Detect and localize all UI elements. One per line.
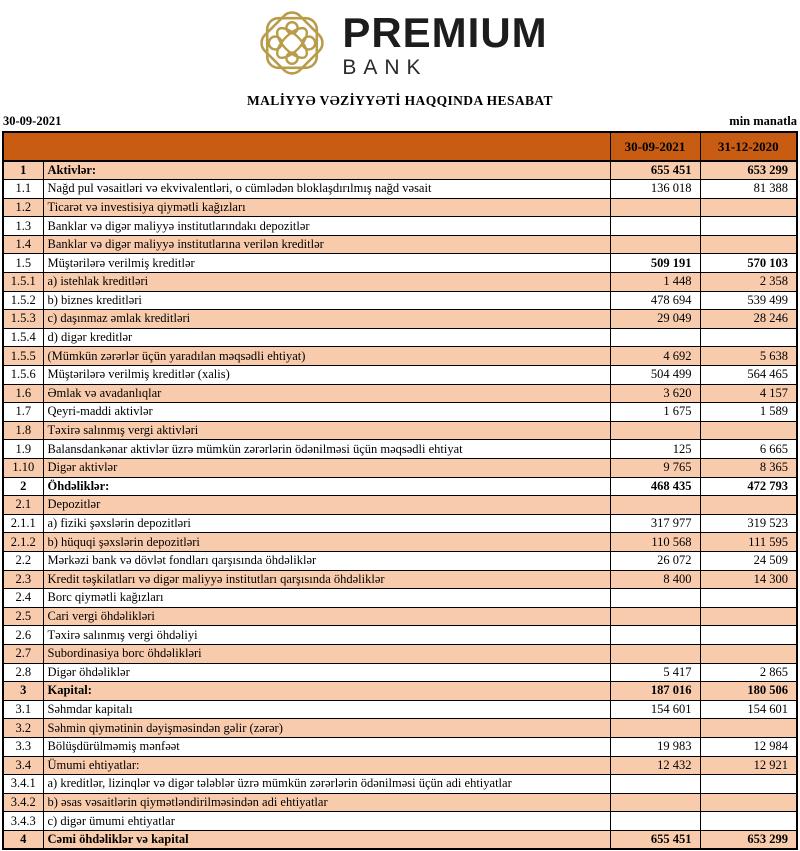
value-current: 29 049 xyxy=(610,310,700,329)
value-prior: 472 793 xyxy=(700,477,797,496)
value-prior: 5 638 xyxy=(700,347,797,366)
row-number: 2.8 xyxy=(3,663,43,682)
value-prior xyxy=(700,328,797,347)
value-current: 468 435 xyxy=(610,477,700,496)
value-current: 187 016 xyxy=(610,682,700,701)
value-prior: 12 921 xyxy=(700,756,797,775)
table-row xyxy=(3,477,797,496)
value-prior: 14 300 xyxy=(700,570,797,589)
row-number: 3.1 xyxy=(3,700,43,719)
table-row xyxy=(3,663,797,682)
value-prior xyxy=(700,235,797,254)
value-prior: 180 506 xyxy=(700,682,797,701)
table-header-row xyxy=(3,132,797,161)
row-label: Cəmi öhdəliklər və kapital xyxy=(43,830,610,849)
value-prior: 4 157 xyxy=(700,384,797,403)
row-number: 2.4 xyxy=(3,589,43,608)
table-row xyxy=(3,644,797,663)
financial-position-table xyxy=(2,131,798,850)
value-current: 504 499 xyxy=(610,366,700,385)
unit-note: min manatla xyxy=(729,114,797,128)
row-label: Öhdəliklər: xyxy=(43,477,610,496)
row-number: 1.5 xyxy=(3,254,43,273)
table-row xyxy=(3,254,797,273)
table-row xyxy=(3,775,797,794)
table-row xyxy=(3,812,797,831)
row-label: Səhmin qiymətinin dəyişməsindən gəlir (zərər) xyxy=(43,719,610,738)
value-prior: 6 665 xyxy=(700,440,797,459)
row-number: 1.3 xyxy=(3,217,43,236)
table-row xyxy=(3,421,797,440)
value-current: 509 191 xyxy=(610,254,700,273)
row-number: 1.5.4 xyxy=(3,328,43,347)
table-row xyxy=(3,551,797,570)
row-label: Subordinasiya borc öhdəlikləri xyxy=(43,644,610,663)
value-current: 655 451 xyxy=(610,161,700,180)
value-current: 4 692 xyxy=(610,347,700,366)
row-label: Balansdankənar aktivlər üzrə mümkün zərərlərin ödənilməsi üçün məqsədli ehtiyat xyxy=(43,440,610,459)
row-number: 2.3 xyxy=(3,570,43,589)
column-header-current: 30-09-2021 xyxy=(610,132,700,161)
row-number: 1.10 xyxy=(3,459,43,478)
report-date: 30-09-2021 xyxy=(3,114,62,128)
value-prior: 28 246 xyxy=(700,310,797,329)
table-row xyxy=(3,682,797,701)
table-row xyxy=(3,198,797,217)
value-current: 110 568 xyxy=(610,533,700,552)
report-table-body xyxy=(3,161,797,849)
value-prior: 653 299 xyxy=(700,830,797,849)
table-row xyxy=(3,793,797,812)
table-row xyxy=(3,235,797,254)
value-current xyxy=(610,328,700,347)
value-current: 154 601 xyxy=(610,700,700,719)
value-current xyxy=(610,812,700,831)
value-current xyxy=(610,719,700,738)
row-number: 3.4.1 xyxy=(3,775,43,794)
value-prior xyxy=(700,644,797,663)
table-row xyxy=(3,737,797,756)
table-row xyxy=(3,496,797,515)
table-row xyxy=(3,700,797,719)
value-prior xyxy=(700,626,797,645)
value-prior xyxy=(700,812,797,831)
value-current xyxy=(610,217,700,236)
value-prior xyxy=(700,589,797,608)
table-row xyxy=(3,719,797,738)
row-label: Cari vergi öhdəlikləri xyxy=(43,607,610,626)
value-current: 8 400 xyxy=(610,570,700,589)
value-prior xyxy=(700,719,797,738)
gold-knot-emblem-icon xyxy=(252,2,332,89)
value-prior: 539 499 xyxy=(700,291,797,310)
row-number: 1.4 xyxy=(3,235,43,254)
value-prior: 653 299 xyxy=(700,161,797,180)
value-prior: 319 523 xyxy=(700,514,797,533)
table-row xyxy=(3,403,797,422)
row-number: 1.5.5 xyxy=(3,347,43,366)
row-label: Qeyri-maddi aktivlər xyxy=(43,403,610,422)
row-number: 3.4.2 xyxy=(3,793,43,812)
value-prior: 111 595 xyxy=(700,533,797,552)
value-current xyxy=(610,793,700,812)
row-label: Əmlak və avadanlıqlar xyxy=(43,384,610,403)
value-current: 655 451 xyxy=(610,830,700,849)
value-current xyxy=(610,496,700,515)
table-row xyxy=(3,626,797,645)
value-prior xyxy=(700,217,797,236)
header-spacer-cell xyxy=(3,132,610,161)
row-number: 1.7 xyxy=(3,403,43,422)
report-meta xyxy=(0,114,800,129)
row-label: Depozitlər xyxy=(43,496,610,515)
row-number: 1.5.3 xyxy=(3,310,43,329)
row-label: a) istehlak kreditləri xyxy=(43,273,610,292)
row-label: b) hüquqi şəxslərin depozitləri xyxy=(43,533,610,552)
row-number: 2.5 xyxy=(3,607,43,626)
column-header-prior: 31-12-2020 xyxy=(700,132,797,161)
row-number: 1.8 xyxy=(3,421,43,440)
value-current: 5 417 xyxy=(610,663,700,682)
value-prior: 8 365 xyxy=(700,459,797,478)
value-current xyxy=(610,421,700,440)
value-prior: 12 984 xyxy=(700,737,797,756)
value-current: 317 977 xyxy=(610,514,700,533)
value-current: 26 072 xyxy=(610,551,700,570)
row-label: Kredit təşkilatları və digər maliyyə institutları qarşısında öhdəliklər xyxy=(43,570,610,589)
table-row xyxy=(3,570,797,589)
brand-name: PREMIUM xyxy=(342,9,548,56)
row-number: 1.5.6 xyxy=(3,366,43,385)
row-number: 3.2 xyxy=(3,719,43,738)
row-label: Borc qiymətli kağızları xyxy=(43,589,610,608)
row-label: Təxirə salınmış vergi öhdəliyi xyxy=(43,626,610,645)
value-current: 1 448 xyxy=(610,273,700,292)
row-label: Bölüşdürülməmiş mənfəət xyxy=(43,737,610,756)
row-label: c) daşınmaz əmlak kreditləri xyxy=(43,310,610,329)
row-number: 3.3 xyxy=(3,737,43,756)
row-label: Banklar və digər maliyyə institutlarındakı depozitlər xyxy=(43,217,610,236)
table-row xyxy=(3,310,797,329)
row-number: 1.2 xyxy=(3,198,43,217)
value-current xyxy=(610,644,700,663)
row-number: 2 xyxy=(3,477,43,496)
row-number: 3.4 xyxy=(3,756,43,775)
value-current: 125 xyxy=(610,440,700,459)
value-current: 478 694 xyxy=(610,291,700,310)
value-current xyxy=(610,775,700,794)
bank-logo xyxy=(0,0,800,86)
table-row xyxy=(3,273,797,292)
row-label: a) fiziki şəxslərin depozitləri xyxy=(43,514,610,533)
row-number: 2.1.1 xyxy=(3,514,43,533)
row-label: Aktivlər: xyxy=(43,161,610,180)
row-label: c) digər ümumi ehtiyatlar xyxy=(43,812,610,831)
row-label: b) əsas vəsaitlərin qiymətləndirilməsindən adi ehtiyatlar xyxy=(43,793,610,812)
table-row xyxy=(3,756,797,775)
row-number: 2.7 xyxy=(3,644,43,663)
row-number: 2.1.2 xyxy=(3,533,43,552)
row-label: Banklar və digər maliyyə institutlarına verilən kreditlər xyxy=(43,235,610,254)
row-number: 2.2 xyxy=(3,551,43,570)
value-current xyxy=(610,198,700,217)
row-label: Ticarət və investisiya qiymətli kağızları xyxy=(43,198,610,217)
value-prior: 154 601 xyxy=(700,700,797,719)
value-prior xyxy=(700,421,797,440)
row-label: a) kreditlər, lizinqlər və digər tələblər üzrə mümkün zərərlərin ödənilməsi üçün adi ehtiyatlar xyxy=(43,775,610,794)
table-row xyxy=(3,180,797,199)
table-row xyxy=(3,514,797,533)
table-row xyxy=(3,384,797,403)
value-prior: 570 103 xyxy=(700,254,797,273)
row-label: Müştərilərə verilmiş kreditlər (xalis) xyxy=(43,366,610,385)
table-row xyxy=(3,533,797,552)
table-row xyxy=(3,607,797,626)
value-prior: 1 589 xyxy=(700,403,797,422)
table-row xyxy=(3,217,797,236)
value-prior xyxy=(700,793,797,812)
value-current: 12 432 xyxy=(610,756,700,775)
value-prior: 2 358 xyxy=(700,273,797,292)
row-label: Ümumi ehtiyatlar: xyxy=(43,756,610,775)
row-label: Təxirə salınmış vergi aktivləri xyxy=(43,421,610,440)
row-number: 3 xyxy=(3,682,43,701)
page-title: MALİYYƏ VƏZİYYƏTİ HAQQINDA HESABAT xyxy=(247,93,553,108)
value-prior xyxy=(700,496,797,515)
table-row xyxy=(3,366,797,385)
value-current: 1 675 xyxy=(610,403,700,422)
row-number: 1.5.2 xyxy=(3,291,43,310)
row-number: 1.6 xyxy=(3,384,43,403)
row-number: 2.1 xyxy=(3,496,43,515)
row-number: 4 xyxy=(3,830,43,849)
value-prior xyxy=(700,775,797,794)
row-label: Müştərilərə verilmiş kreditlər xyxy=(43,254,610,273)
row-number: 1 xyxy=(3,161,43,180)
value-prior xyxy=(700,198,797,217)
value-prior: 2 865 xyxy=(700,663,797,682)
value-prior: 564 465 xyxy=(700,366,797,385)
row-label: Mərkəzi bank və dövlət fondları qarşısında öhdəliklər xyxy=(43,551,610,570)
table-row xyxy=(3,589,797,608)
bank-wordmark xyxy=(342,9,548,79)
value-prior: 81 388 xyxy=(700,180,797,199)
table-row xyxy=(3,161,797,180)
row-label: Kapital: xyxy=(43,682,610,701)
value-current xyxy=(610,235,700,254)
row-label: Səhmdar kapitalı xyxy=(43,700,610,719)
value-current xyxy=(610,589,700,608)
row-label: Digər öhdəliklər xyxy=(43,663,610,682)
row-number: 2.6 xyxy=(3,626,43,645)
table-row xyxy=(3,830,797,849)
value-current: 136 018 xyxy=(610,180,700,199)
value-prior: 24 509 xyxy=(700,551,797,570)
row-label: d) digər kreditlər xyxy=(43,328,610,347)
table-row xyxy=(3,291,797,310)
table-row xyxy=(3,328,797,347)
value-current: 19 983 xyxy=(610,737,700,756)
value-current xyxy=(610,607,700,626)
row-label: b) biznes kreditləri xyxy=(43,291,610,310)
table-row xyxy=(3,459,797,478)
value-current xyxy=(610,626,700,645)
row-label: (Mümkün zərərlər üçün yaradılan məqsədli ehtiyat) xyxy=(43,347,610,366)
value-prior xyxy=(700,607,797,626)
table-row xyxy=(3,347,797,366)
row-number: 3.4.3 xyxy=(3,812,43,831)
row-number: 1.9 xyxy=(3,440,43,459)
row-label: Nağd pul vəsaitləri və ekvivalentləri, o cümlədən bloklaşdırılmış nağd vəsait xyxy=(43,180,610,199)
table-row xyxy=(3,440,797,459)
row-number: 1.5.1 xyxy=(3,273,43,292)
brand-subname: BANK xyxy=(342,56,428,79)
value-current: 3 620 xyxy=(610,384,700,403)
row-number: 1.1 xyxy=(3,180,43,199)
row-label: Digər aktivlər xyxy=(43,459,610,478)
value-current: 9 765 xyxy=(610,459,700,478)
